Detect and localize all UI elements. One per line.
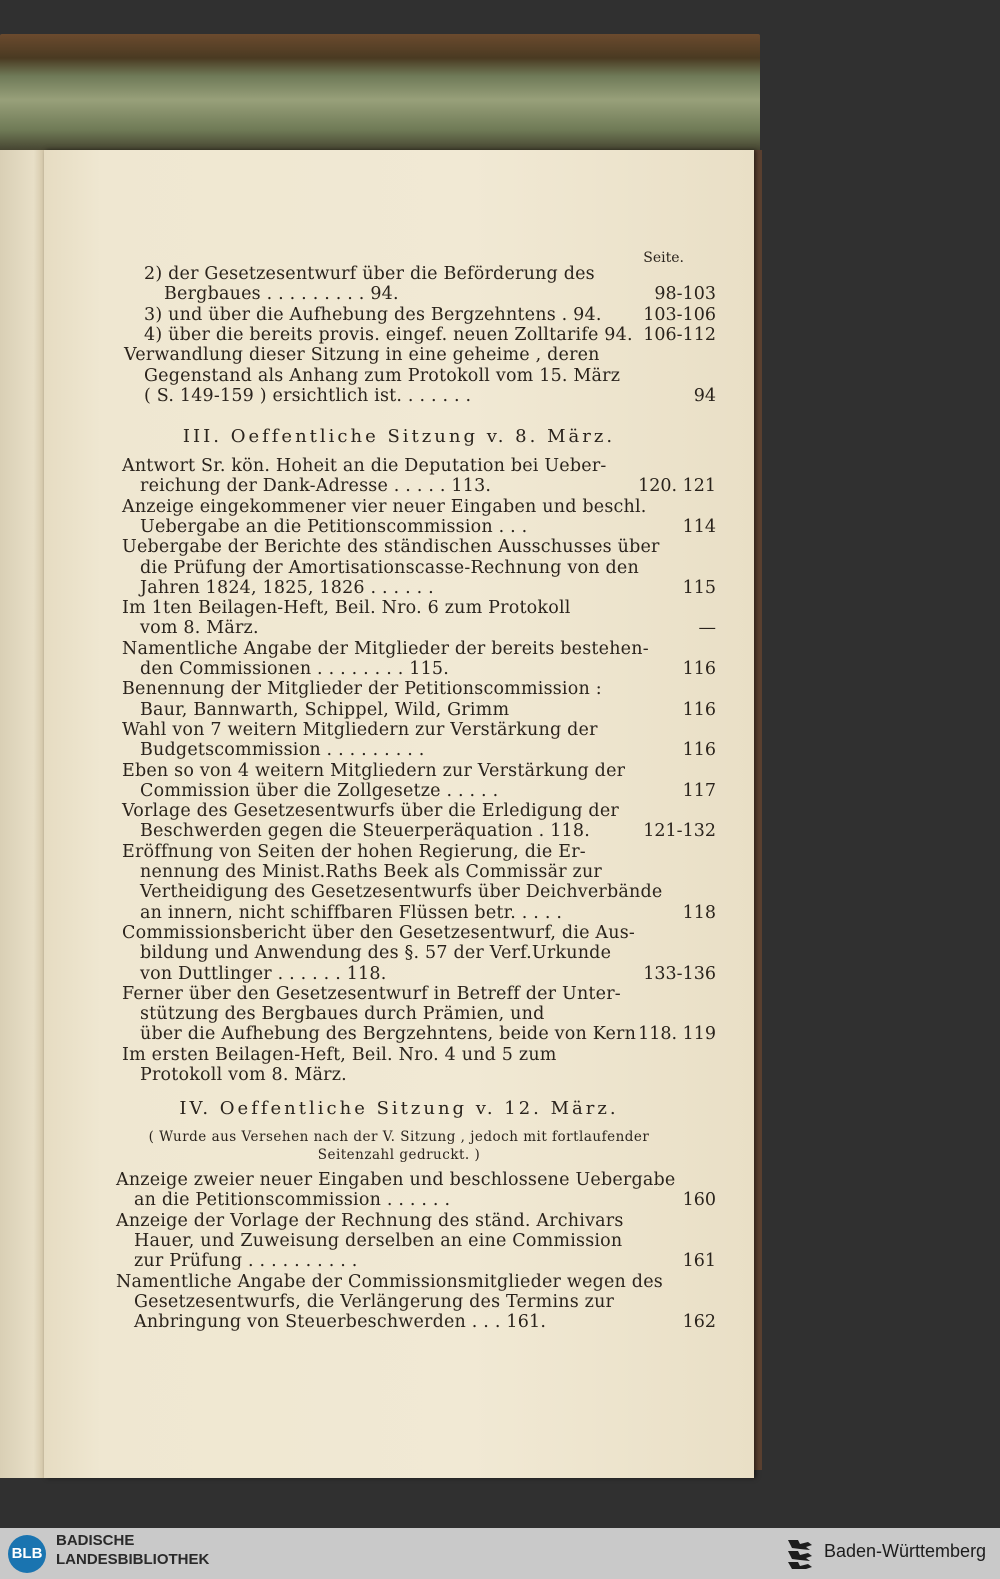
index-entry-line: Anzeige zweier neuer Eingaben und beschlossene Uebergabe [116, 1170, 676, 1190]
index-entry-continuation: ( S. 149-159 ) ersichtlich ist. . . . . . . [144, 385, 472, 406]
entry-page-ref: 161 [682, 1251, 716, 1272]
index-entry-continuation: Bergbaues . . . . . . . . . 94. [164, 284, 399, 305]
index-entry-continuation: von Duttlinger . . . . . . 118. [140, 963, 387, 984]
index-entry-continuation: Protokoll vom 8. März. [140, 1065, 347, 1085]
index-entry-line: Namentliche Angabe der Commissionsmitglieder wegen des [116, 1271, 663, 1292]
index-entry-line: Im 1ten Beilagen-Heft, Beil. Nro. 6 zum Protokoll [122, 598, 571, 619]
index-entry-line: 3) und über die Aufhebung des Bergzehntens . 94. [144, 304, 602, 325]
section-heading-iv: IV. Oeffentliche Sitzung v. 12. März. [179, 1098, 619, 1119]
library-name-line1: BADISCHE [56, 1532, 135, 1549]
index-entry-line: Antwort Sr. kön. Hoheit an die Deputation bei Ueber- [122, 456, 607, 476]
index-entry-continuation: zur Prüfung . . . . . . . . . . [134, 1251, 358, 1272]
index-entry-continuation: über die Aufhebung des Bergzehntens, beide von Kern [140, 1024, 637, 1045]
index-entry-line: 2) der Gesetzesentwurf über die Beförderung des [144, 264, 595, 284]
index-entry-continuation: Budgetscommission . . . . . . . . . [140, 740, 425, 761]
index-entry-line: Benennung der Mitglieder der Petitionscommission : [122, 679, 602, 700]
entry-page-ref: 116 [682, 699, 716, 720]
entry-page-ref: 160 [682, 1190, 716, 1211]
index-entry-continuation: an die Petitionscommission . . . . . . [134, 1190, 451, 1211]
index-entry-line: Eröffnung von Seiten der hohen Regierung, die Er- [122, 841, 586, 862]
entry-page-ref: 118. 119 [638, 1024, 716, 1045]
page-header: Seite. [643, 250, 684, 266]
index-entry-line: Namentliche Angabe der Mitglieder der bereits bestehen- [122, 638, 649, 659]
index-entry-continuation: vom 8. März. [140, 618, 259, 639]
entry-page-ref: 98-103 [654, 284, 716, 305]
index-entry-continuation: Hauer, und Zuweisung derselben an eine Commission [134, 1230, 623, 1251]
left-page-edge [0, 150, 48, 1478]
index-entry-continuation: Gesetzesentwurfs, die Verlängerung des Termins zur [134, 1291, 615, 1312]
entry-page-ref: 114 [682, 516, 716, 537]
entry-page-ref: 94 [693, 385, 716, 406]
library-name-line2: LANDESBIBLIOTHEK [56, 1551, 210, 1568]
index-entry-continuation: Baur, Bannwarth, Schippel, Wild, Grimm [140, 699, 510, 720]
entry-page-ref: 103-106 [643, 304, 716, 325]
index-entry-line: 4) über die bereits provis. eingef. neuen Zolltarife 94. [144, 324, 633, 345]
index-entry-continuation: den Commissionen . . . . . . . . 115. [140, 659, 450, 679]
index-entry-continuation: Vertheidigung des Gesetzesentwurfs über Deichverbände [140, 882, 663, 903]
blb-logo[interactable]: BLB [8, 1535, 46, 1573]
index-entry-line: Eben so von 4 weitern Mitgliedern zur Verstärkung der [122, 760, 626, 781]
state-name: Baden-Württemberg [824, 1541, 987, 1561]
entry-page-ref: 116 [682, 659, 716, 679]
index-entry-continuation: Uebergabe an die Petitionscommission . . . [140, 516, 528, 537]
entry-page-ref: 116 [682, 740, 716, 761]
index-entry-line: Commissionsbericht über den Gesetzesentwurf, die Aus- [122, 922, 636, 943]
index-entry-line: Wahl von 7 weitern Mitgliedern zur Verstärkung der [122, 719, 598, 740]
index-entry-continuation: Anbringung von Steuerbeschwerden . . . 161. [134, 1312, 547, 1333]
index-entry-line: Uebergabe der Berichte des ständischen Ausschusses über [122, 537, 660, 558]
entry-page-ref: 121-132 [643, 821, 716, 842]
right-book-edge [754, 150, 762, 1470]
entry-page-ref: 117 [682, 780, 716, 801]
index-entry-continuation: Commission über die Zollgesetze . . . . . [140, 780, 499, 801]
index-entry-continuation: an innern, nicht schiffbaren Flüssen betr. . . . . [140, 902, 563, 923]
index-entry-continuation: Jahren 1824, 1825, 1826 . . . . . . [140, 577, 434, 598]
entry-page-ref: 133-136 [643, 963, 716, 984]
entry-page-ref: 118 [682, 902, 716, 923]
section-note-line2: Seitenzahl gedruckt. ) [317, 1147, 481, 1163]
index-entry-line: Verwandlung dieser Sitzung in eine geheime , deren [124, 345, 600, 366]
index-entry-line: Anzeige der Vorlage der Rechnung des ständ. Archivars [116, 1210, 624, 1231]
index-entry-continuation: stützung des Bergbaues durch Prämien, und [140, 1004, 545, 1025]
entry-page-ref: 115 [682, 577, 716, 598]
index-entry-line: Anzeige eingekommener vier neuer Eingaben und beschl. [122, 496, 647, 517]
index-entry-continuation: reichung der Dank-Adresse . . . . . 113. [140, 476, 492, 497]
lions-emblem-icon [786, 1536, 814, 1570]
index-entry-continuation: nennung des Minist.Raths Beek als Commissär zur [140, 862, 602, 882]
entry-page-ref: 162 [682, 1312, 716, 1333]
book-page [44, 150, 754, 1478]
section-heading-iii: III. Oeffentliche Sitzung v. 8. März. [182, 426, 616, 447]
section-note-line1: ( Wurde aus Versehen nach der V. Sitzung , jedoch mit fortlaufender [148, 1129, 650, 1145]
index-entry-line: Vorlage des Gesetzesentwurfs über die Erledigung der [122, 801, 619, 822]
index-entry-line: Ferner über den Gesetzesentwurf in Betreff der Unter- [122, 983, 621, 1004]
index-entry-line: Im ersten Beilagen-Heft, Beil. Nro. 4 und 5 zum [122, 1044, 557, 1065]
index-entry-continuation: Beschwerden gegen die Steuerperäquation . 118. [140, 821, 590, 842]
entry-page-ref: 120. 121 [638, 476, 716, 497]
index-entry-continuation: Gegenstand als Anhang zum Protokoll vom 15. März [144, 365, 621, 386]
entry-page-ref: 106-112 [643, 324, 716, 345]
index-entry-continuation: die Prüfung der Amortisationscasse-Rechnung von den [140, 557, 639, 578]
index-entry-continuation: bildung und Anwendung des §. 57 der Verf.Urkunde [140, 943, 612, 964]
book-top-edge [0, 34, 760, 154]
entry-page-ref: — [698, 618, 716, 639]
